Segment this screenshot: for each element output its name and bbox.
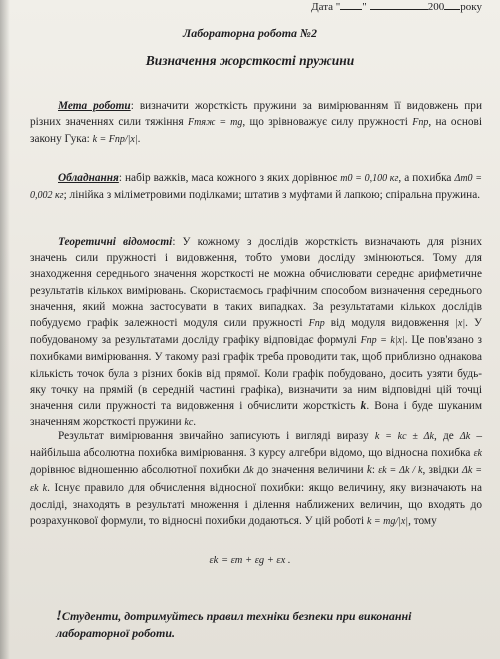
result-text: , тому xyxy=(408,515,437,528)
k-symbol: k xyxy=(366,464,372,477)
theory-text: . xyxy=(193,416,197,429)
purpose-text: : визначити жорсткість пружини за вимірюванням її видовжень при різних значеннях сили тяжіння xyxy=(30,100,482,129)
result-text: : xyxy=(371,464,379,477)
theory-text: . У побудованому за результатами досліду графіку відповідає формулі xyxy=(30,317,483,347)
safety-text: Студенти, дотримуйтесь правил техніки безпеки при виконанні лабораторної роботи. xyxy=(56,609,412,640)
purpose-text: . xyxy=(137,133,141,146)
theory-text: . Це пов'язано з похибками вимірювання. У такому разі графік треба проводити так, щоб приблизно однакова кількість точок була з різних боків від прямої. Коли графік побудовано, досить узяти будь-яку точку на прямій (в середній частині графіка), визначити за ним відповідні цій точці значення сили пружності та видовження і обчислити жорсткість xyxy=(30,334,482,413)
hooke-formula: k = Fпр/|x| xyxy=(92,134,138,146)
lab-title: Лабораторна робота №2 xyxy=(182,26,318,40)
purpose-paragraph xyxy=(30,98,482,149)
equipment-paragraph xyxy=(30,170,482,204)
k-symbol: k xyxy=(360,400,367,413)
stiffness-formula: k = mg/|x| xyxy=(366,516,409,528)
page-title: Визначення жорсткості пружини xyxy=(145,53,355,68)
rel-error-symbol: εk xyxy=(473,448,482,460)
abs-error-symbol: Δk xyxy=(459,431,471,442)
rel-error-formula: εk = Δk / k xyxy=(378,465,423,477)
theory-text: . Вона і буде шуканим значенням жорсткості пружини xyxy=(30,400,482,429)
day-blank xyxy=(340,9,362,10)
result-formula: k = kс ± Δk xyxy=(374,431,434,442)
month-blank xyxy=(370,9,428,10)
date-close-quote: " xyxy=(362,1,367,13)
purpose-text: , на основі закону Гука: xyxy=(30,116,482,146)
elongation-symbol: |x| xyxy=(455,318,466,330)
equipment-heading: Обладнання xyxy=(58,172,119,184)
elastic-force-symbol: Fпр xyxy=(308,318,325,330)
year-suffix: року xyxy=(460,1,482,13)
date-label: Дата xyxy=(311,1,334,13)
year-number: 200 xyxy=(427,1,445,13)
result-text: , звідки xyxy=(422,464,463,477)
result-text: дорівнює відношенню абсолютної похибки xyxy=(30,464,244,477)
date-line xyxy=(311,1,482,13)
mass-formula: m0 = 0,100 кг xyxy=(340,173,399,184)
result-text: Результат вимірювання звичайно записують і вигляді виразу xyxy=(58,430,375,442)
date-open-quote: " xyxy=(335,1,341,13)
linear-formula: Fпр = k|x| xyxy=(360,335,405,347)
abs-error-symbol: Δk xyxy=(243,465,254,477)
equipment-text: ; лінійка з міліметровими поділками; штатив з муфтами й лапкою; спіральна пружина. xyxy=(63,189,481,202)
error-sum-formula: εk = εm + εg + εx . xyxy=(209,555,291,566)
theory-text: від модуля видовження xyxy=(324,317,456,330)
result-text: до значення величини xyxy=(253,464,367,477)
gravity-formula: Fтяж = mg xyxy=(187,117,243,129)
theory-paragraph xyxy=(30,234,482,431)
result-text: – найбільша абсолютна похибка вимірювання. З курсу алгебри відомо, що відносна похибка xyxy=(30,430,482,460)
abs-error-formula: Δk = εk k xyxy=(30,465,482,494)
year-blank xyxy=(444,9,460,10)
kc-symbol: kс xyxy=(184,417,194,429)
result-paragraph xyxy=(30,428,482,530)
theory-text: : У кожному з дослідів жорсткість визначають для різних значень сили пружності і видовження, тобто умови досліду змінюються. Тому для знаходження середнього значення жорсткості не можна обчислювати середнє арифметичне результатів кількох вимірювань. Скористаємось графічним способом визначення середнього значення, який можна застосувати в таких випадках. За результатами кількох дослідів побудуємо графік залежності модуля сили пружності xyxy=(30,236,483,330)
elastic-force-symbol: Fпр xyxy=(412,117,429,129)
purpose-heading: Мета роботи xyxy=(58,100,131,112)
safety-note xyxy=(56,608,480,642)
exclamation-icon: ! xyxy=(56,608,62,624)
equipment-text: : набір важків, маса кожного з яких дорівнює xyxy=(118,172,341,184)
theory-heading: Теоретичні відомості xyxy=(58,236,173,248)
mass-error-formula: Δm0 = 0,002 кг xyxy=(30,173,483,202)
result-text: , де xyxy=(433,430,460,442)
equipment-text: , а похибка xyxy=(398,172,455,184)
result-text: . Існує правило для обчислення відносної похибки: якщо величину, яку визначають на досліді, знаходять в результаті множення і ділення наближених величин, що входять до розрахункової формули, то відносні похибки додаються. У цій роботі xyxy=(30,481,482,528)
purpose-text: , що зрівноважує силу пружності xyxy=(242,116,413,129)
